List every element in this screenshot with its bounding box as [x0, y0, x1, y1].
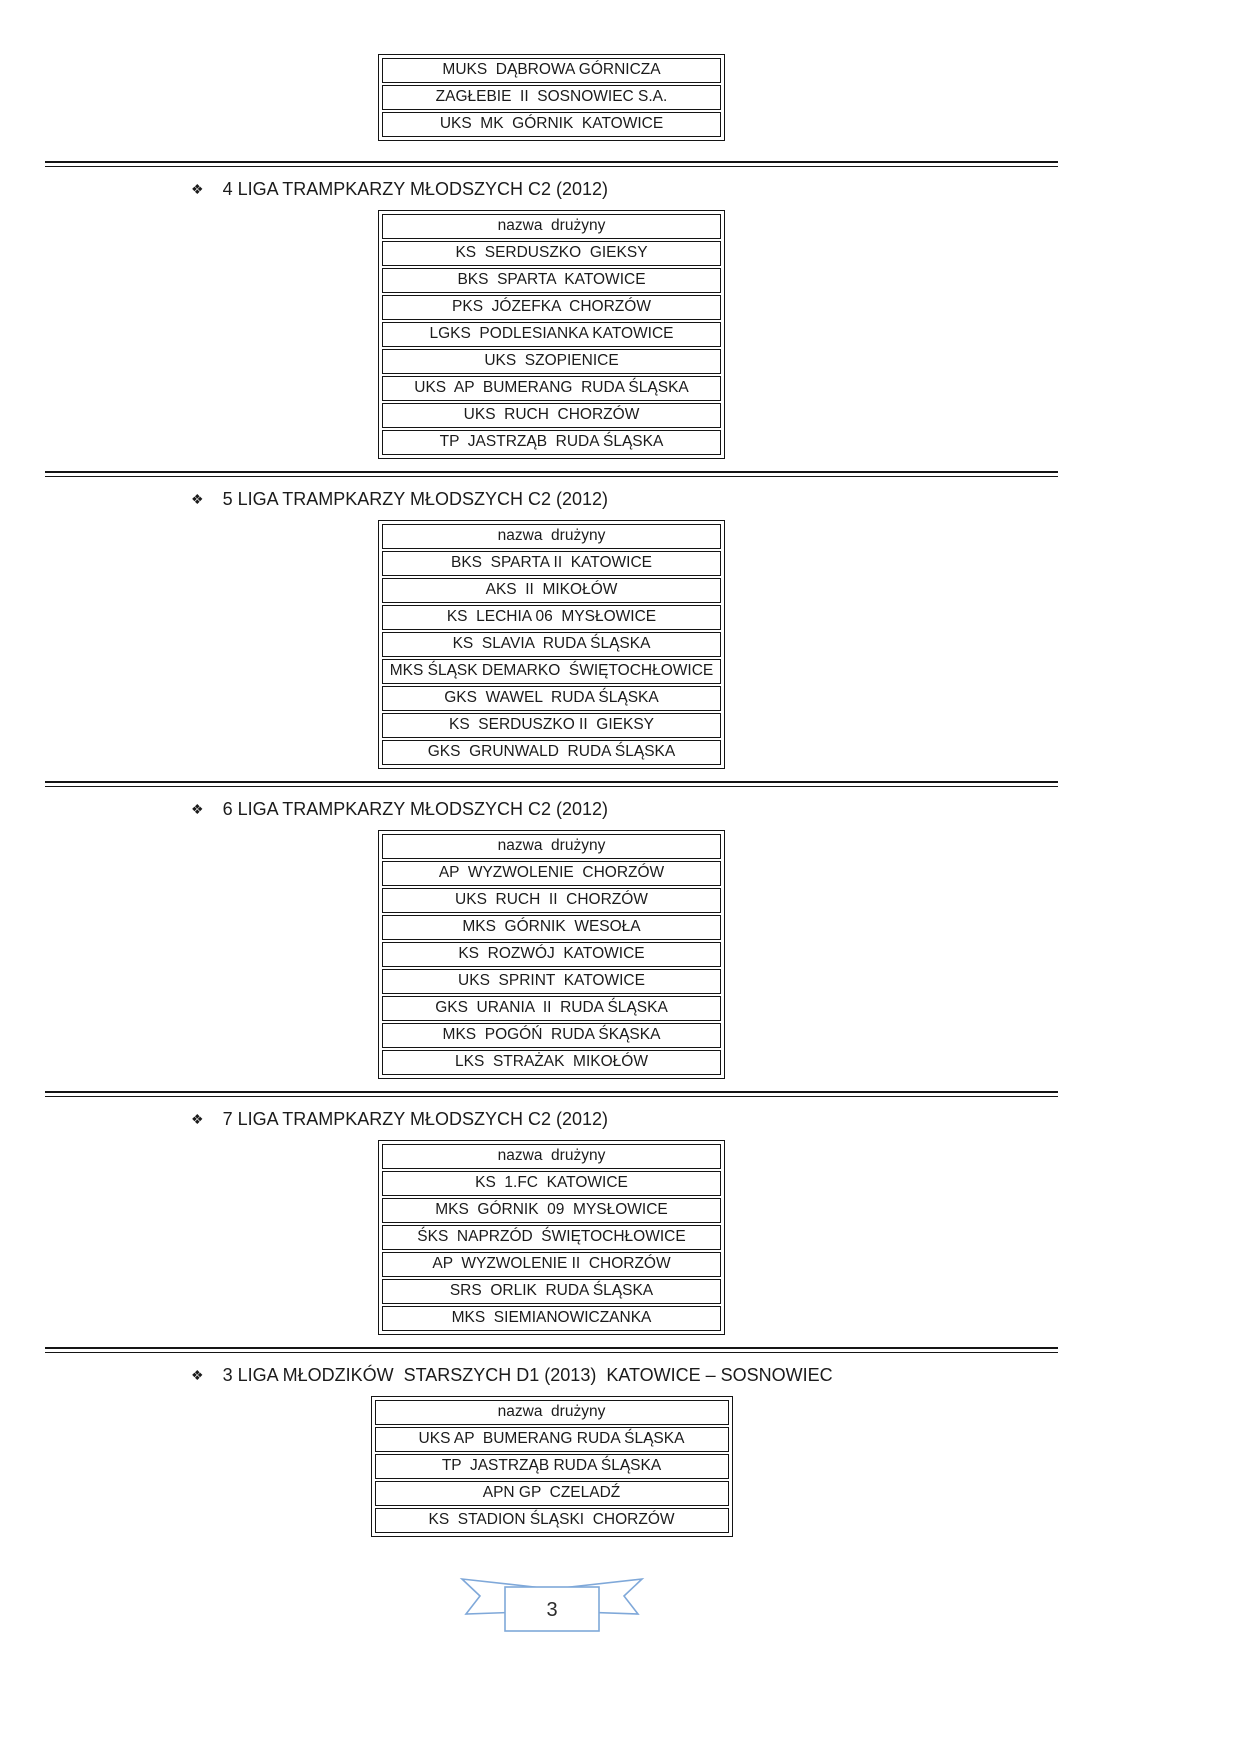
team-name-cell: KS SERDUSZKO GIEKSY [382, 241, 721, 266]
teams-table-5-liga [378, 520, 725, 769]
team-name-cell: AP WYZWOLENIE CHORZÓW [382, 861, 721, 886]
team-name-cell: BKS SPARTA II KATOWICE [382, 551, 721, 576]
team-name-cell: KS STADION ŚLĄSKI CHORZÓW [375, 1508, 729, 1533]
league-section-4-liga [45, 161, 1058, 459]
table-row [382, 578, 721, 603]
team-name-cell: UKS RUCH CHORZÓW [382, 403, 721, 428]
league-section-6-liga [45, 781, 1058, 1079]
table-header-row [382, 524, 721, 549]
section-title: 3 LIGA MŁODZIKÓW STARSZYCH D1 (2013) KATOWICE – SOSNOWIEC [222, 1365, 833, 1385]
table-row [382, 1279, 721, 1304]
diamond-bullet-icon: ❖ [191, 181, 204, 197]
table-header-cell: nazwa drużyny [382, 834, 721, 859]
team-name-cell: ŚKS NAPRZÓD ŚWIĘTOCHŁOWICE [382, 1225, 721, 1250]
table-row [382, 713, 721, 738]
table-row [382, 996, 721, 1021]
league-section-3-liga-mlodzikow [45, 1347, 1058, 1537]
team-name-cell: AP WYZWOLENIE II CHORZÓW [382, 1252, 721, 1277]
table-row [382, 112, 721, 137]
table-row [382, 659, 721, 684]
table-header-cell: nazwa drużyny [375, 1400, 729, 1425]
team-name-cell: MKS GÓRNIK WESOŁA [382, 915, 721, 940]
team-name-cell: UKS SPRINT KATOWICE [382, 969, 721, 994]
table-row [382, 1225, 721, 1250]
table-row [375, 1427, 729, 1452]
table-row [382, 1050, 721, 1075]
team-name-cell: KS SERDUSZKO II GIEKSY [382, 713, 721, 738]
table-row [375, 1508, 729, 1533]
table-row [382, 241, 721, 266]
diamond-bullet-icon: ❖ [191, 1367, 204, 1383]
team-name-cell: GKS GRUNWALD RUDA ŚLĄSKA [382, 740, 721, 765]
teams-table-4-liga [378, 210, 725, 459]
team-name-cell: KS SLAVIA RUDA ŚLĄSKA [382, 632, 721, 657]
team-name-cell: SRS ORLIK RUDA ŚLĄSKA [382, 1279, 721, 1304]
table-row [382, 942, 721, 967]
section-heading [45, 489, 1058, 510]
table-row [382, 1252, 721, 1277]
team-name-cell: APN GP CZELADŹ [375, 1481, 729, 1506]
team-name-cell: BKS SPARTA KATOWICE [382, 268, 721, 293]
table-row [375, 1481, 729, 1506]
table-row [382, 686, 721, 711]
team-name-cell: UKS AP BUMERANG RUDA ŚLĄSKA [375, 1427, 729, 1452]
continuation-table [378, 54, 725, 141]
team-name-cell: TP JASTRZĄB RUDA ŚLĄSKA [375, 1454, 729, 1479]
diamond-bullet-icon: ❖ [191, 1111, 204, 1127]
table-row [375, 1454, 729, 1479]
section-heading [45, 1365, 1058, 1386]
table-row [382, 430, 721, 455]
table-row [382, 605, 721, 630]
table-row [382, 85, 721, 110]
table-row [382, 915, 721, 940]
table-header-row [382, 214, 721, 239]
team-name-cell: KS LECHIA 06 MYSŁOWICE [382, 605, 721, 630]
table-row [382, 58, 721, 83]
league-section-7-liga [45, 1091, 1058, 1335]
page-number: 3 [545, 1599, 558, 1621]
teams-table-6-liga [378, 830, 725, 1079]
section-title: 7 LIGA TRAMPKARZY MŁODSZYCH C2 (2012) [222, 1109, 609, 1129]
table-row [382, 1023, 721, 1048]
league-section-5-liga [45, 471, 1058, 769]
table-row [382, 888, 721, 913]
table-row [382, 632, 721, 657]
team-name-cell: AKS II MIKOŁÓW [382, 578, 721, 603]
section-heading [45, 1109, 1058, 1130]
table-row [382, 322, 721, 347]
table-header-cell: nazwa drużyny [382, 524, 721, 549]
section-title: 5 LIGA TRAMPKARZY MŁODSZYCH C2 (2012) [222, 489, 609, 509]
section-divider [45, 1091, 1058, 1097]
team-name-cell: MKS SIEMIANOWICZANKA [382, 1306, 721, 1331]
table-header-cell: nazwa drużyny [382, 1144, 721, 1169]
table-row [382, 295, 721, 320]
team-name-cell: MKS GÓRNIK 09 MYSŁOWICE [382, 1198, 721, 1223]
table-row [382, 403, 721, 428]
teams-table-3-liga-mlodzikow [371, 1396, 733, 1537]
section-divider [45, 781, 1058, 787]
team-name-cell: KS ROZWÓJ KATOWICE [382, 942, 721, 967]
table-row [382, 1198, 721, 1223]
team-name-cell: UKS AP BUMERANG RUDA ŚLĄSKA [382, 376, 721, 401]
team-name-cell: MUKS DĄBROWA GÓRNICZA [382, 58, 721, 83]
table-row [382, 740, 721, 765]
diamond-bullet-icon: ❖ [191, 801, 204, 817]
table-row [382, 1306, 721, 1331]
table-row [382, 376, 721, 401]
document-page [45, 0, 1058, 1646]
team-name-cell: ZAGŁEBIE II SOSNOWIEC S.A. [382, 85, 721, 110]
team-name-cell: PKS JÓZEFKA CHORZÓW [382, 295, 721, 320]
team-name-cell: LKS STRAŻAK MIKOŁÓW [382, 1050, 721, 1075]
section-divider [45, 161, 1058, 167]
team-name-cell: UKS RUCH II CHORZÓW [382, 888, 721, 913]
section-title: 4 LIGA TRAMPKARZY MŁODSZYCH C2 (2012) [222, 179, 609, 199]
section-heading [45, 799, 1058, 820]
team-name-cell: KS 1.FC KATOWICE [382, 1171, 721, 1196]
section-divider [45, 471, 1058, 477]
team-name-cell: GKS URANIA II RUDA ŚLĄSKA [382, 996, 721, 1021]
team-name-cell: MKS POGÓŃ RUDA ŚKĄSKA [382, 1023, 721, 1048]
table-row [382, 268, 721, 293]
table-header-cell: nazwa drużyny [382, 214, 721, 239]
table-header-row [375, 1400, 729, 1425]
table-row [382, 861, 721, 886]
team-name-cell: GKS WAWEL RUDA ŚLĄSKA [382, 686, 721, 711]
teams-table-7-liga [378, 1140, 725, 1335]
page-footer [45, 1575, 1058, 1646]
table-header-row [382, 834, 721, 859]
page-number-ribbon-icon [457, 1575, 647, 1641]
team-name-cell: LGKS PODLESIANKA KATOWICE [382, 322, 721, 347]
diamond-bullet-icon: ❖ [191, 491, 204, 507]
table-row [382, 969, 721, 994]
team-name-cell: UKS SZOPIENICE [382, 349, 721, 374]
section-heading [45, 179, 1058, 200]
section-divider [45, 1347, 1058, 1353]
team-name-cell: TP JASTRZĄB RUDA ŚLĄSKA [382, 430, 721, 455]
table-row [382, 551, 721, 576]
table-header-row [382, 1144, 721, 1169]
team-name-cell: MKS ŚLĄSK DEMARKO ŚWIĘTOCHŁOWICE [382, 659, 721, 684]
table-row [382, 1171, 721, 1196]
table-row [382, 349, 721, 374]
section-title: 6 LIGA TRAMPKARZY MŁODSZYCH C2 (2012) [222, 799, 609, 819]
team-name-cell: UKS MK GÓRNIK KATOWICE [382, 112, 721, 137]
